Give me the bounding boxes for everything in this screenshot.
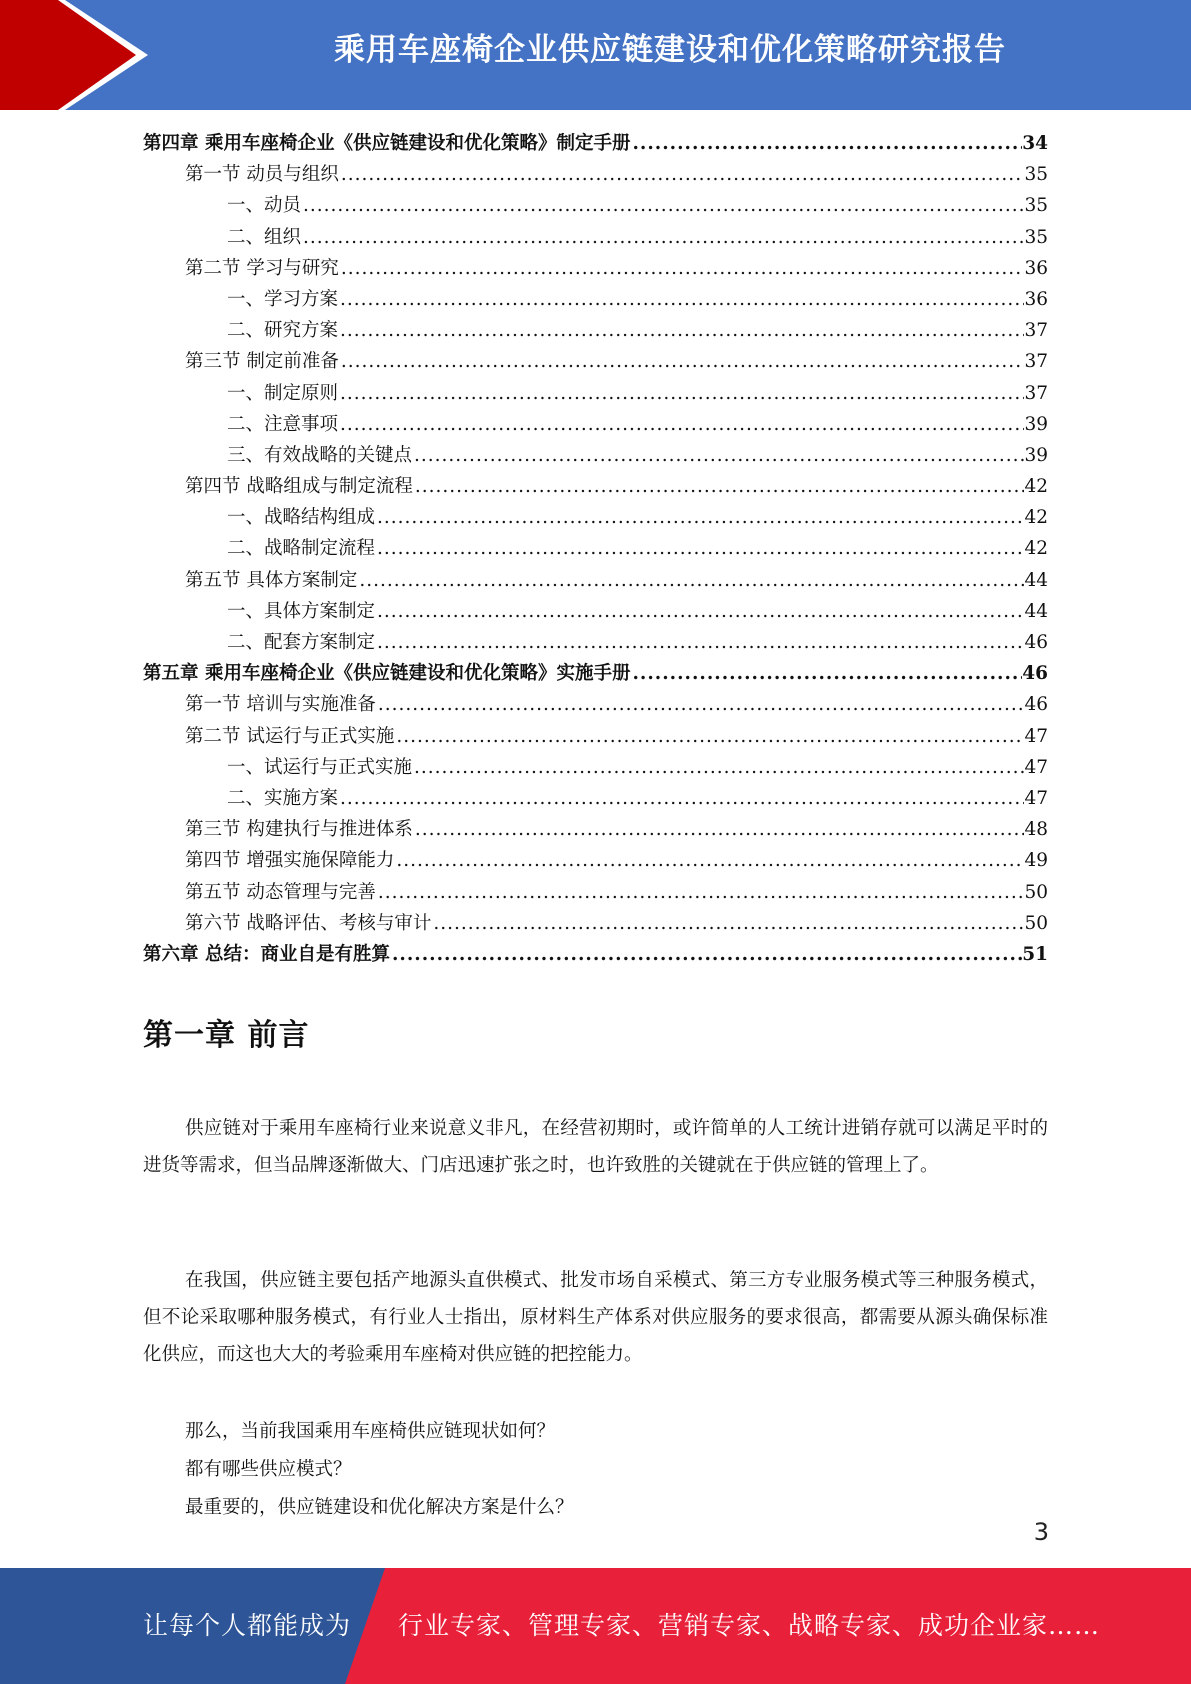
toc-entry-page: 50: [1024, 912, 1048, 934]
toc-entry-page: 42: [1024, 476, 1048, 498]
toc-dot-leader: [340, 284, 1024, 315]
toc-entry-page: 37: [1024, 351, 1048, 373]
toc-entry[interactable]: [143, 877, 1048, 908]
toc-entry-page: 36: [1024, 288, 1048, 310]
toc-dot-leader: [378, 689, 1025, 720]
header-title: 乘用车座椅企业供应链建设和优化策略研究报告: [334, 32, 1006, 68]
toc-entry-page: 39: [1024, 413, 1048, 435]
toc-entry[interactable]: [143, 565, 1048, 596]
toc-entry-label: 二、组织: [227, 222, 303, 253]
toc-entry[interactable]: [143, 721, 1048, 752]
toc-entry[interactable]: [143, 596, 1048, 627]
toc-entry[interactable]: [143, 783, 1048, 814]
toc-entry-page: 34: [1022, 133, 1048, 154]
toc-entry-page: 39: [1024, 444, 1048, 466]
toc-entry-page: 42: [1024, 538, 1048, 560]
toc-dot-leader: [415, 471, 1025, 502]
toc-entry[interactable]: [143, 378, 1048, 409]
toc-dot-leader: [396, 721, 1024, 752]
toc-dot-leader: [341, 159, 1025, 190]
toc-entry-page: 46: [1024, 694, 1048, 716]
toc-entry-label: 一、战略结构组成: [227, 502, 377, 533]
toc-dot-leader: [433, 908, 1024, 939]
header-arrow-decoration: [0, 0, 260, 110]
toc-entry[interactable]: [143, 502, 1048, 533]
toc-entry-page: 46: [1024, 632, 1048, 653]
toc-dot-leader: [377, 533, 1024, 564]
intro-paragraph-2: [143, 1262, 1048, 1373]
paragraph: 供应链对于乘用车座椅行业来说意义非凡，在经营初期时，或许简单的人工统计进销存就可以满足平时的进货等需求，但当品牌逐渐做大、门店迅速扩张之时，也许致胜的关键就在于供应链的管理上了。: [143, 1118, 1048, 1176]
toc-entry-label: 第五节 具体方案制定: [185, 565, 359, 596]
toc-entry-page: 42: [1024, 507, 1048, 529]
table-of-contents: [143, 128, 1048, 970]
toc-entry-page: 44: [1024, 600, 1048, 622]
toc-entry[interactable]: [143, 845, 1048, 876]
toc-entry[interactable]: [143, 190, 1048, 221]
toc-entry-label: 第四章 乘用车座椅企业《供应链建设和优化策略》制定手册: [143, 128, 632, 159]
toc-entry-page: 48: [1024, 819, 1048, 841]
toc-entry[interactable]: [143, 253, 1048, 284]
toc-dot-leader: [632, 128, 1022, 159]
toc-entry-page: 49: [1024, 850, 1048, 872]
toc-dot-leader: [303, 190, 1024, 221]
toc-entry-label: 二、配套方案制定: [227, 627, 377, 658]
toc-dot-leader: [415, 814, 1025, 845]
toc-entry-label: 第四节 战略组成与制定流程: [185, 471, 415, 502]
toc-entry[interactable]: [143, 814, 1048, 845]
toc-entry[interactable]: [143, 222, 1048, 253]
toc-entry-label: 第一节 培训与实施准备: [185, 689, 378, 720]
question-line: 最重要的，供应链建设和优化解决方案是什么？: [185, 1497, 574, 1518]
toc-dot-leader: [377, 596, 1024, 627]
toc-entry-label: 第三节 制定前准备: [185, 346, 341, 377]
toc-entry-page: 47: [1024, 787, 1048, 809]
toc-entry-page: 47: [1024, 756, 1048, 778]
toc-entry[interactable]: [143, 908, 1048, 939]
toc-entry[interactable]: [143, 128, 1048, 159]
toc-entry-label: 第三节 构建执行与推进体系: [185, 814, 415, 845]
toc-entry[interactable]: [143, 752, 1048, 783]
toc-entry-page: 47: [1024, 725, 1048, 747]
toc-entry[interactable]: [143, 409, 1048, 440]
toc-entry-page: 35: [1024, 226, 1048, 248]
toc-dot-leader: [377, 502, 1024, 533]
toc-entry-label: 一、制定原则: [227, 378, 340, 409]
toc-entry-label: 一、具体方案制定: [227, 596, 377, 627]
toc-entry-label: 一、动员: [227, 190, 303, 221]
intro-paragraph-1: [143, 1110, 1048, 1184]
toc-entry-page: 37: [1024, 382, 1048, 404]
paragraph: 在我国，供应链主要包括产地源头直供模式、批发市场自采模式、第三方专业服务模式等三种服务模式，但不论采取哪种服务模式，有行业人士指出，原材料生产体系对供应服务的要求很高，都需要从源头确保标准化供应，而这也大大的考验乘用车座椅对供应链的把控能力。: [143, 1270, 1048, 1365]
toc-entry[interactable]: [143, 533, 1048, 564]
toc-entry-page: 50: [1024, 881, 1048, 903]
toc-entry-label: 一、试运行与正式实施: [227, 752, 414, 783]
toc-entry[interactable]: [143, 689, 1048, 720]
toc-entry-label: 二、战略制定流程: [227, 533, 377, 564]
toc-entry[interactable]: [143, 315, 1048, 346]
toc-entry[interactable]: [143, 471, 1048, 502]
page-number: 3: [1033, 1518, 1049, 1546]
toc-entry-label: 第六节 战略评估、考核与审计: [185, 908, 433, 939]
toc-dot-leader: [340, 378, 1024, 409]
toc-entry-label: 第二节 学习与研究: [185, 253, 341, 284]
toc-entry-page: 44: [1024, 569, 1048, 591]
toc-dot-leader: [392, 939, 1022, 970]
toc-entry-label: 第五章 乘用车座椅企业《供应链建设和优化策略》实施手册: [143, 658, 632, 689]
toc-entry-page: 51: [1022, 943, 1048, 965]
toc-entry-page: 46: [1022, 663, 1048, 685]
toc-dot-leader: [377, 627, 1024, 658]
toc-entry-label: 第五节 动态管理与完善: [185, 877, 378, 908]
toc-entry-page: 36: [1024, 257, 1048, 279]
toc-entry[interactable]: [143, 939, 1048, 970]
toc-entry[interactable]: [143, 159, 1048, 190]
footer-slogan-left: 让每个人都能成为: [143, 1611, 352, 1640]
toc-entry[interactable]: [143, 346, 1048, 377]
toc-entry[interactable]: [143, 440, 1048, 471]
toc-entry-page: 35: [1024, 164, 1048, 186]
toc-entry-label: 第六章 总结：商业自是有胜算: [143, 939, 392, 970]
toc-entry[interactable]: [143, 627, 1048, 658]
footer-banner: [0, 1568, 1191, 1684]
toc-dot-leader: [359, 565, 1024, 596]
toc-entry-page: 35: [1024, 195, 1048, 217]
question-line: 都有哪些供应模式？: [185, 1459, 352, 1480]
toc-dot-leader: [632, 658, 1022, 689]
toc-dot-leader: [378, 877, 1025, 908]
toc-entry-label: 第二节 试运行与正式实施: [185, 721, 396, 752]
toc-dot-leader: [340, 783, 1024, 814]
toc-entry-label: 三、有效战略的关键点: [227, 440, 414, 471]
toc-dot-leader: [341, 253, 1025, 284]
toc-dot-leader: [303, 222, 1024, 253]
toc-dot-leader: [340, 409, 1024, 440]
chapter-title: 第一章 前言: [143, 1018, 310, 1053]
question-line: 那么，当前我国乘用车座椅供应链现状如何？: [185, 1421, 556, 1442]
toc-entry-label: 二、研究方案: [227, 315, 340, 346]
header-banner: [0, 0, 1191, 110]
toc-dot-leader: [341, 346, 1025, 377]
toc-dot-leader: [340, 315, 1024, 346]
toc-entry-page: 37: [1024, 320, 1048, 342]
toc-entry[interactable]: [143, 658, 1048, 689]
toc-entry-label: 二、注意事项: [227, 409, 340, 440]
footer-slogan-right: 行业专家、管理专家、营销专家、战略专家、成功企业家……: [398, 1611, 1101, 1640]
toc-entry-label: 一、学习方案: [227, 284, 340, 315]
toc-entry-label: 第四节 增强实施保障能力: [185, 845, 396, 876]
toc-entry-label: 二、实施方案: [227, 783, 340, 814]
toc-dot-leader: [414, 752, 1024, 783]
toc-dot-leader: [396, 845, 1024, 876]
toc-dot-leader: [414, 440, 1024, 471]
toc-entry[interactable]: [143, 284, 1048, 315]
toc-entry-label: 第一节 动员与组织: [185, 159, 341, 190]
